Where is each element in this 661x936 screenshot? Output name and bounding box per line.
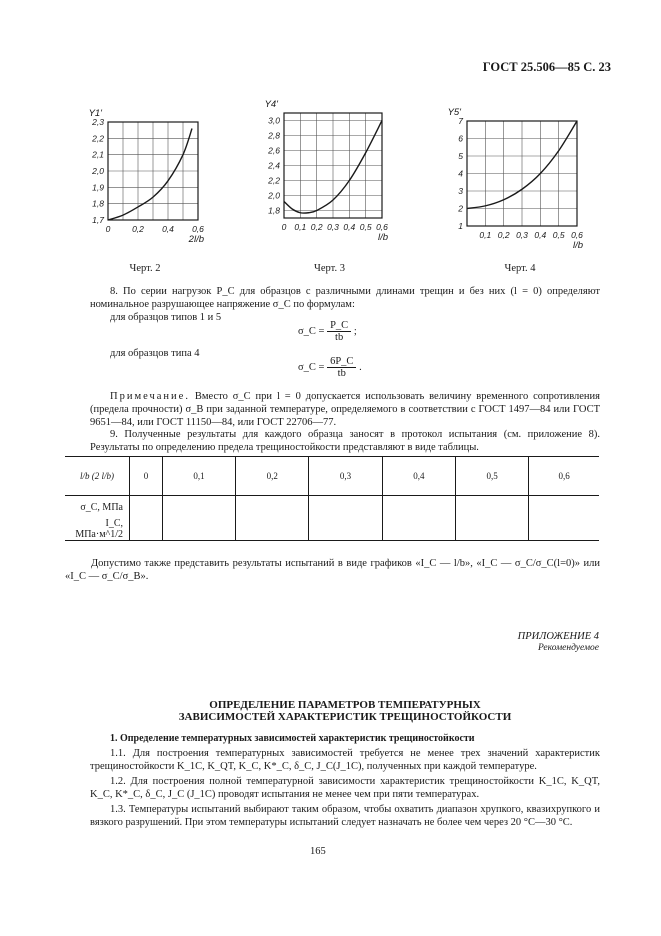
x-tick-label: 0,6 bbox=[571, 230, 583, 240]
figure-3 bbox=[262, 93, 397, 274]
x-tick-label: 0,6 bbox=[192, 224, 204, 234]
formula-2-denominator: tb bbox=[337, 368, 346, 379]
formula-1-tail: ; bbox=[353, 325, 357, 337]
figure-2 bbox=[80, 100, 210, 274]
y-axis-label: Y4' bbox=[264, 99, 278, 110]
x-tick-label: 0,3 bbox=[327, 222, 339, 232]
x-axis-label: 2l/b bbox=[188, 234, 204, 245]
x-tick-label: 0,4 bbox=[162, 224, 174, 234]
x-tick-label: 0,2 bbox=[497, 230, 510, 240]
table-cell bbox=[529, 518, 599, 541]
row-label-sigma: σ_C, МПа bbox=[65, 496, 130, 519]
x-tick-label: 0,5 bbox=[552, 230, 565, 240]
y-tick-label: 2,0 bbox=[268, 190, 280, 201]
y-tick-label: 6 bbox=[458, 133, 463, 144]
y-tick-label: 2,2 bbox=[268, 175, 280, 186]
table-header-row bbox=[65, 457, 599, 496]
paragraph-1-3: 1.3. Температуры испытаний выбирают таким образом, чтобы охватить диапазон хрупкого, квазихрупкого и вязкого разрушений. При этом температуры испытаний следует назначать не более чем через 20 °C—30 °C. bbox=[90, 804, 600, 828]
formula-1-numerator: P_C bbox=[327, 320, 351, 332]
y-tick-label: 2,8 bbox=[268, 130, 280, 141]
row-label-ic: I_C, МПа·м^1/2 bbox=[65, 518, 130, 541]
series-line bbox=[108, 129, 192, 220]
chart-2 bbox=[80, 100, 210, 250]
y-tick-label: 2,6 bbox=[268, 145, 280, 156]
caption-4: Черт. 4 bbox=[504, 263, 536, 274]
appendix-label: ПРИЛОЖЕНИЕ 4 bbox=[517, 631, 599, 642]
x-axis-label: l/b bbox=[377, 232, 388, 243]
table-col-6: 0,6 bbox=[529, 457, 599, 496]
formula-1-fraction bbox=[327, 320, 351, 343]
x-tick-label: 0,3 bbox=[516, 230, 528, 240]
note-text: Вместо σ_C при l = 0 допускается использовать величину временного сопротивления (предела прочности) σ_B при заданной температуре, определяемого в соответствии с ГОСТ 1497—84 или ГОСТ 9651—84, или ГОСТ 11150—84, или ГОСТ 22706—77. bbox=[90, 391, 600, 428]
section-title-line-2: ЗАВИСИМОСТЕЙ ХАРАКТЕРИСТИК ТРЕЩИНОСТОЙКОСТИ bbox=[178, 711, 512, 723]
table-cell bbox=[455, 496, 528, 519]
formula-2 bbox=[298, 356, 362, 379]
x-tick-label: 0 bbox=[281, 222, 287, 232]
table-cell bbox=[455, 518, 528, 541]
y-tick-label: 1,7 bbox=[92, 215, 104, 225]
label-types-1-5: для образцов типов 1 и 5 bbox=[110, 312, 222, 323]
y-tick-label: 4 bbox=[458, 168, 463, 179]
x-tick-label: 0 bbox=[105, 224, 111, 234]
paragraph-8: 8. По серии нагрузок P_C для образцов с различными длинами трещин и без них (l = 0) определяют номинальное разрушающее напряжение σ_C по формулам: bbox=[90, 286, 600, 310]
label-type-4: для образцов типа 4 bbox=[110, 348, 200, 359]
x-tick-label: 0,2 bbox=[310, 222, 323, 232]
y-tick-label: 2,3 bbox=[92, 117, 104, 127]
note bbox=[90, 390, 600, 429]
table-cell bbox=[236, 496, 309, 519]
formula-1-lhs: σ_C = bbox=[298, 325, 325, 337]
paragraph-1-1: 1.1. Для построения температурных зависимостей требуется не менее трех значений характеристик трещиностойкости K_1C, K_QT, K_C, K*_C, δ_C, J_C(J_1C), полученных при каждой температуре. bbox=[90, 748, 600, 772]
formula-1-denominator: tb bbox=[335, 332, 344, 343]
x-tick-label: 0,5 bbox=[359, 222, 372, 232]
x-axis-label: l/b bbox=[572, 240, 583, 251]
formula-2-tail: . bbox=[359, 361, 362, 373]
table-col-2: 0,2 bbox=[236, 457, 309, 496]
y-tick-label: 7 bbox=[458, 116, 463, 126]
page-number: 165 bbox=[310, 846, 326, 857]
table-header-label: l/b (2 l/b) bbox=[65, 457, 130, 496]
paragraph-1-2: 1.2. Для построения полной температурной зависимости характеристик трещиностойкости K_1C, K_QT, K_C, K*_C, δ_C, J_C (J_1C) проводят испытания не менее чем при пяти температурах. bbox=[90, 776, 600, 800]
y-tick-label: 2,2 bbox=[92, 133, 104, 144]
table-cell bbox=[309, 496, 382, 519]
paragraph-9: 9. Полученные результаты для каждого образца заносят в протокол испытания (см. приложение 8). Результаты по определению предела трещиностойкости представляют в виде таблицы. bbox=[90, 429, 600, 453]
y-tick-label: 2 bbox=[458, 203, 463, 214]
chart-3 bbox=[262, 93, 397, 250]
table-cell bbox=[382, 518, 455, 541]
table-cell bbox=[382, 496, 455, 519]
y-tick-label: 3,0 bbox=[268, 115, 280, 126]
table-row bbox=[65, 496, 599, 519]
y-tick-label: 2,1 bbox=[92, 149, 104, 160]
x-tick-label: 0,1 bbox=[479, 230, 492, 240]
table-cell bbox=[162, 518, 235, 541]
formula-2-lhs: σ_C = bbox=[298, 361, 325, 373]
x-tick-label: 0,1 bbox=[294, 222, 307, 232]
x-tick-label: 0,6 bbox=[376, 222, 388, 232]
y-tick-label: 3 bbox=[458, 186, 463, 196]
table-col-1: 0,1 bbox=[162, 457, 235, 496]
page-header: ГОСТ 25.506—85 С. 23 bbox=[482, 60, 611, 74]
formula-2-fraction bbox=[327, 356, 356, 379]
formula-1 bbox=[298, 320, 357, 343]
table-cell bbox=[309, 518, 382, 541]
y-tick-label: 1,8 bbox=[92, 198, 104, 209]
y-axis-label: Y1' bbox=[88, 108, 102, 119]
table-col-5: 0,5 bbox=[455, 457, 528, 496]
subsection-heading: 1. Определение температурных зависимостей характеристик трещиностойкости bbox=[110, 733, 475, 744]
results-table bbox=[65, 456, 599, 541]
caption-2: Черт. 2 bbox=[129, 263, 161, 274]
table-cell bbox=[236, 518, 309, 541]
table-cell bbox=[130, 518, 163, 541]
y-tick-label: 5 bbox=[458, 151, 463, 161]
formula-2-numerator: 6P_C bbox=[327, 356, 356, 368]
table-cell bbox=[529, 496, 599, 519]
x-tick-label: 0,2 bbox=[132, 224, 144, 234]
y-tick-label: 1,8 bbox=[268, 205, 280, 216]
x-tick-label: 0,4 bbox=[343, 222, 356, 232]
table-col-3: 0,3 bbox=[309, 457, 382, 496]
table-col-4: 0,4 bbox=[382, 457, 455, 496]
table-row bbox=[65, 518, 599, 541]
y-tick-label: 2,4 bbox=[268, 160, 280, 171]
y-tick-label: 1 bbox=[458, 221, 463, 231]
caption-3: Черт. 3 bbox=[314, 263, 345, 274]
table-col-0: 0 bbox=[130, 457, 163, 496]
y-tick-label: 1,9 bbox=[92, 182, 104, 193]
table-cell bbox=[162, 496, 235, 519]
figure-4 bbox=[445, 103, 595, 274]
note-label: Примечание. bbox=[110, 391, 190, 402]
y-axis-label: Y5' bbox=[447, 107, 461, 118]
chart-4 bbox=[445, 103, 595, 250]
x-tick-label: 0,4 bbox=[534, 230, 547, 240]
table-cell bbox=[130, 496, 163, 519]
section-title-line-1: ОПРЕДЕЛЕНИЕ ПАРАМЕТРОВ ТЕМПЕРАТУРНЫХ bbox=[209, 699, 481, 711]
y-tick-label: 2,0 bbox=[92, 166, 104, 176]
paragraph-allowed: Допустимо также представить результаты испытаний в виде графиков «I_C — l/b», «I_C — σ_C/σ_C(l=0)» или «I_C — σ_C/σ_B». bbox=[65, 558, 600, 582]
appendix-subtitle: Рекомендуемое bbox=[537, 643, 599, 653]
